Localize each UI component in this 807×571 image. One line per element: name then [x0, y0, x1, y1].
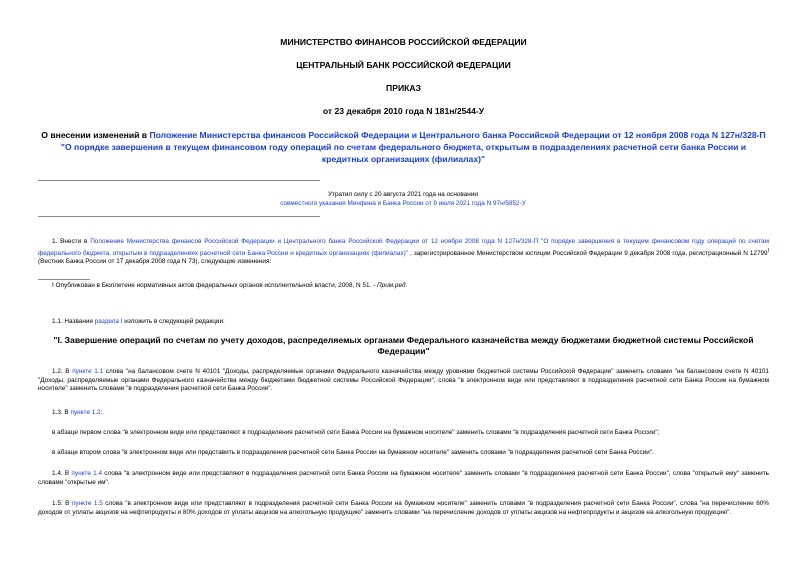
p15-prefix: 1.5. В — [52, 500, 72, 507]
ministry-heading: МИНИСТЕРСТВО ФИНАНСОВ РОССИЙСКОЙ ФЕДЕРАЦИИ — [280, 37, 527, 47]
p1-prefix: 1. Внести в — [52, 238, 91, 245]
paragraph-1-3-a: в абзаце первом слова "в электронном виде или представляют в подразделения расчетной сети Банка России на бумажном носителе" заменить словами "в подразделения расчетной сети Банка России"; — [52, 429, 660, 436]
title-prefix: О внесении изменений в — [41, 130, 150, 140]
paragraph-1-3 — [38, 409, 769, 418]
status-note-box — [248, 200, 558, 208]
status-note-link[interactable]: совместного указания Минфина и Банка России от 9 июля 2021 года N 97н/5852-У — [280, 200, 526, 207]
p12-point-link[interactable]: пункте 1.1 — [72, 368, 104, 375]
p11-section-link[interactable]: раздела I — [94, 318, 123, 325]
p14-point-link[interactable]: пункте 1.4 — [71, 470, 103, 477]
footnote-editor-note: Прим.ред. — [377, 282, 408, 289]
footnote — [38, 282, 769, 291]
doc-type-heading: ПРИКАЗ — [386, 83, 421, 93]
p12-suffix: слова "на балансовом счете N 40101 "Доходы, распределяемые органами Федерального казначейства между уровнями бюджетной системы Российской Федерации" заменить словами "на балансовом счете N 40101 "Доходы, распределяемые органами Федерального казначейства между бюджетами бюджетной системы Российской Федерации", слова "в электронном виде или представляют в подразделения расчетной сети Банка России на бумажном носителе" заменить словами "в подразделения расчетной сети Банка России". — [38, 368, 769, 393]
p1-footnote-mark: I — [767, 247, 769, 254]
paragraph-1-5 — [38, 500, 769, 517]
footnote-text: Опубликован в Бюллетене нормативных актов федеральных органов исполнительной власти, 2008, N 51. - — [53, 282, 378, 289]
divider-top — [38, 180, 320, 181]
paragraph-1-2 — [38, 368, 769, 394]
p13-point-link[interactable]: пункте 1.2 — [70, 409, 101, 416]
doc-title — [40, 129, 767, 165]
divider-bottom — [38, 216, 320, 217]
footnote-mark: I — [52, 282, 54, 289]
p15-suffix: слова "в электронном виде или представляют в подразделения расчетной сети Банка России на бумажном носителе" заменить словами "в подразделения расчетной сети Банка России", слова "на перечисление 60% доходов от уплаты акцизов на нефтепродукты и 80% доходов от уплаты акцизов на алкогольную продукцию" заменить словами "на перечисление доходов от уплаты акцизов на нефтепродукты и акцизов на алкогольную продукцию". — [38, 500, 769, 516]
paragraph-1-1 — [38, 318, 769, 327]
doc-date-number: от 23 декабря 2010 года N 181н/2544-У — [322, 106, 485, 116]
paragraph-1-3-b: в абзаце втором слова "в электронном виде или представить в подразделения расчетной сети Банка России на бумажном носителе" заменить словами "в подразделения расчетной сети Банка России". — [52, 449, 654, 456]
paragraph-1 — [38, 238, 769, 267]
status-note-text: Утратил силу с 20 августа 2021 года на основании — [328, 191, 478, 198]
p15-point-link[interactable]: пункте 1.5 — [71, 500, 103, 507]
p13-prefix: 1.3. В — [52, 409, 71, 416]
bank-heading: ЦЕНТРАЛЬНЫЙ БАНК РОССИЙСКОЙ ФЕДЕРАЦИИ — [296, 60, 511, 70]
p13-suffix: : — [100, 409, 103, 416]
p11-prefix: 1.1. Название — [52, 318, 95, 325]
section-title: "I. Завершение операций по счетам по учету доходов, распределяемых органами Федерального казначейства между бюджетами бюджетной системы Российской Федерации" — [53, 335, 754, 356]
p11-suffix: изложить в следующей редакции: — [122, 318, 225, 325]
p1-suffix: , зарегистрированное Министерством юстиции Российской Федерации 9 декабря 2008 года, регистрационный N 12799 — [408, 249, 768, 257]
p14-prefix: 1.4. В — [52, 470, 72, 477]
footnote-divider — [38, 279, 90, 280]
p14-suffix: слова "в электронном виде или представляют в подразделения расчетной сети Банка России на бумажном носителе" заменить словами "в подразделения расчетной сети Банка России", слова "открытый ему" заменить словами "открытые им". — [38, 470, 769, 486]
p1-regulation-link[interactable]: Положение Министерства финансов Российской Федерации и Центрального банка Российской Федерации от 12 ноября 2008 года N 127н/328-П "О порядке завершения в текущем финансовом году операций по счетам федерального бюджета, открытым в подразделениях расчетной сети Банка России и кредитных организациях (филиалах)" — [38, 238, 769, 257]
p12-prefix: 1.2. В — [52, 368, 73, 375]
paragraph-1-4 — [38, 470, 769, 487]
p1-suffix2: (Вестник Банка России от 17 декабря 2008 года N 73), следующие изменения: — [38, 258, 272, 266]
title-regulation-link[interactable]: Положение Министерства финансов Российской Федерации и Центрального банка Российской Федерации от 12 ноября 2008 года N 127н/328-П "О порядке завершения в текущем финансовом году операций по счетам федерального бюджета, открытым в подразделениях расчетной сети банка России и кредитных организациях (филиалах)" — [60, 130, 766, 164]
